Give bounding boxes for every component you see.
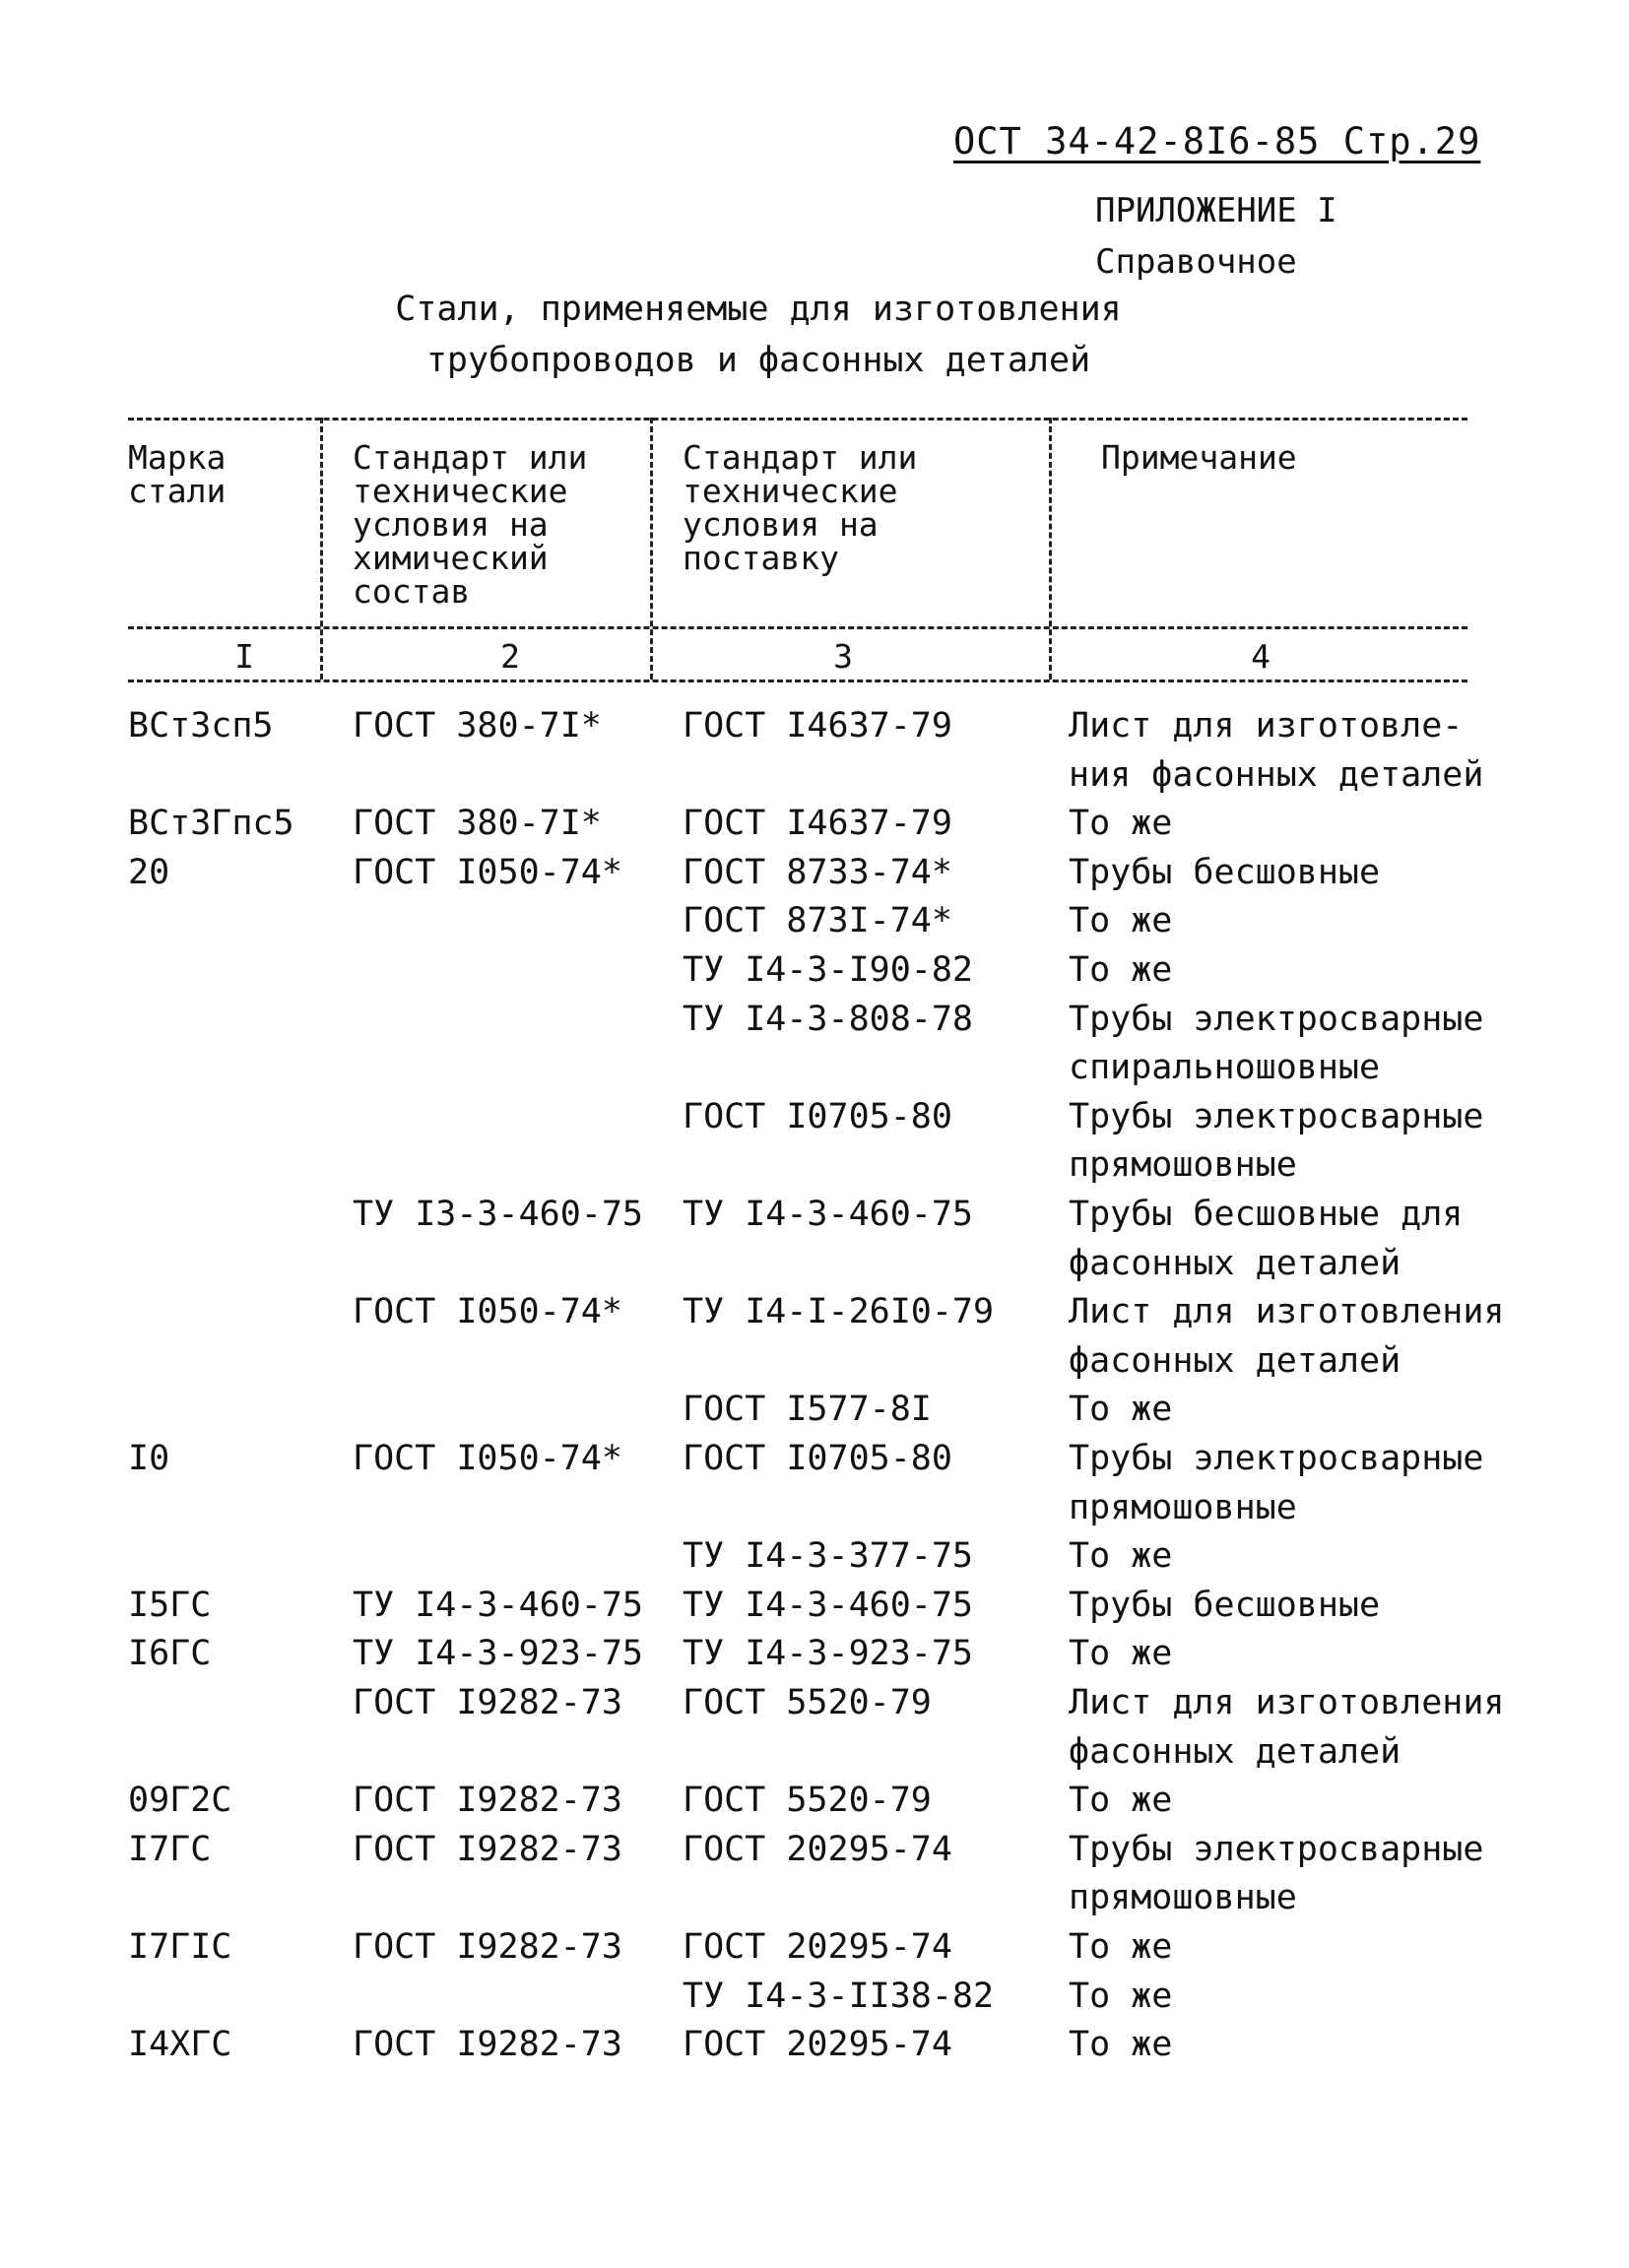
table-row bbox=[0, 995, 1629, 1044]
chemical-standard-cell: ГОСТ I9282-73 bbox=[353, 2025, 622, 2065]
note-cell: Трубы бесшовные bbox=[1069, 1585, 1381, 1625]
note-cell: То же bbox=[1069, 1634, 1173, 1674]
delivery-standard-cell: ГОСТ 5520-79 bbox=[683, 1781, 932, 1821]
column-header-note: Примечание bbox=[1101, 438, 1297, 477]
note-cell: Трубы бесшовные для bbox=[1069, 1195, 1464, 1234]
appendix-label: ПРИЛОЖЕНИЕ I bbox=[1095, 191, 1337, 230]
note-cell: То же bbox=[1069, 1781, 1173, 1821]
chemical-standard-cell: ТУ I3-3-460-75 bbox=[353, 1195, 644, 1234]
chemical-standard-cell: ГОСТ I050-74* bbox=[353, 852, 622, 892]
steel-grade-cell: I5ГС bbox=[128, 1585, 212, 1625]
delivery-standard-cell: ТУ I4-3-460-75 bbox=[683, 1585, 974, 1625]
delivery-standard-cell: ГОСТ I4637-79 bbox=[683, 804, 952, 844]
chemical-standard-cell: ТУ I4-3-460-75 bbox=[353, 1585, 644, 1625]
table-row bbox=[0, 1434, 1629, 1483]
table-row bbox=[0, 1581, 1629, 1630]
table-header-rule bbox=[128, 626, 1467, 629]
delivery-standard-cell: ГОСТ 8733-74* bbox=[683, 852, 952, 892]
delivery-standard-cell: ТУ I4-3-923-75 bbox=[683, 1634, 974, 1674]
table-row bbox=[0, 1140, 1629, 1190]
column-number-4: 4 bbox=[1251, 637, 1271, 676]
chemical-standard-cell: ГОСТ I050-74* bbox=[353, 1439, 622, 1478]
note-cell: То же bbox=[1069, 1390, 1173, 1430]
table-row bbox=[0, 1531, 1629, 1581]
steel-grade-cell: I7ГIС bbox=[128, 1927, 232, 1967]
note-cell: прямошовные bbox=[1069, 1878, 1297, 1918]
table-row bbox=[0, 1092, 1629, 1141]
document-code: ОСТ 34-42-8I6-85 Стр.29 bbox=[953, 120, 1481, 162]
note-cell: прямошовные bbox=[1069, 1487, 1297, 1527]
note-cell: То же bbox=[1069, 950, 1173, 990]
chemical-standard-cell: ГОСТ 380-7I* bbox=[353, 706, 602, 745]
delivery-standard-cell: ТУ I4-I-26I0-79 bbox=[683, 1292, 995, 1332]
steel-grade-cell: ВСт3сп5 bbox=[128, 706, 274, 745]
table-row bbox=[0, 1678, 1629, 1727]
chemical-standard-cell: ГОСТ I050-74* bbox=[353, 1292, 622, 1332]
table-row bbox=[0, 701, 1629, 750]
table-row bbox=[0, 1922, 1629, 1972]
column-header-grade: Марка стали bbox=[128, 438, 227, 510]
steel-grade-cell: I7ГС bbox=[128, 1829, 212, 1869]
chemical-standard-cell: ГОСТ I9282-73 bbox=[353, 1829, 622, 1869]
column-number-3: 3 bbox=[833, 637, 853, 676]
note-cell: Трубы электросварные bbox=[1069, 1096, 1484, 1136]
note-cell: Трубы электросварные bbox=[1069, 1829, 1484, 1869]
note-cell: Трубы бесшовные bbox=[1069, 852, 1381, 892]
column-divider-2 bbox=[650, 418, 653, 680]
steel-grade-cell: ВСт3Гпс5 bbox=[128, 804, 294, 844]
table-row bbox=[0, 1727, 1629, 1777]
column-divider-1 bbox=[320, 418, 323, 680]
table-row bbox=[0, 1873, 1629, 1922]
table-row bbox=[0, 1629, 1629, 1678]
chemical-standard-cell: ГОСТ I9282-73 bbox=[353, 1683, 622, 1722]
delivery-standard-cell: ГОСТ I0705-80 bbox=[683, 1096, 952, 1136]
note-cell: То же bbox=[1069, 804, 1173, 844]
chemical-standard-cell: ГОСТ 380-7I* bbox=[353, 804, 602, 844]
table-numbers-rule bbox=[128, 680, 1467, 682]
delivery-standard-cell: ТУ I4-3-I90-82 bbox=[683, 950, 974, 990]
note-cell: ния фасонных деталей bbox=[1069, 754, 1484, 795]
delivery-standard-cell: ГОСТ 20295-74 bbox=[683, 1927, 952, 1967]
steel-grade-cell: 20 bbox=[128, 852, 170, 892]
note-cell: То же bbox=[1069, 1976, 1173, 2016]
steel-grade-cell: I6ГС bbox=[128, 1634, 212, 1674]
column-divider-3 bbox=[1049, 418, 1052, 680]
note-cell: Трубы электросварные bbox=[1069, 999, 1484, 1039]
note-cell: То же bbox=[1069, 1927, 1173, 1967]
note-cell: То же bbox=[1069, 1536, 1173, 1577]
column-number-1: I bbox=[234, 637, 254, 676]
delivery-standard-cell: ГОСТ I0705-80 bbox=[683, 1439, 952, 1478]
table-top-rule bbox=[128, 418, 1467, 421]
note-cell: То же bbox=[1069, 901, 1173, 941]
delivery-standard-cell: ТУ I4-3-377-75 bbox=[683, 1536, 974, 1577]
table-row bbox=[0, 1483, 1629, 1532]
note-cell: То же bbox=[1069, 2025, 1173, 2065]
column-header-delivery-standard: Стандарт или технические условия на поставку bbox=[683, 438, 918, 577]
table-row bbox=[0, 750, 1629, 800]
note-cell: фасонных деталей bbox=[1069, 1243, 1401, 1283]
table-row bbox=[0, 799, 1629, 848]
table-row bbox=[0, 1336, 1629, 1386]
note-cell: фасонных деталей bbox=[1069, 1731, 1401, 1772]
note-cell: Трубы электросварные bbox=[1069, 1439, 1484, 1478]
title-line-2: трубопроводов и фасонных деталей bbox=[425, 341, 1091, 380]
column-header-chemical-standard: Стандарт или технические условия на химический состав bbox=[353, 438, 588, 611]
delivery-standard-cell: ТУ I4-3-808-78 bbox=[683, 999, 974, 1039]
chemical-standard-cell: ГОСТ I9282-73 bbox=[353, 1781, 622, 1821]
title-line-1: Стали, применяемые для изготовления bbox=[395, 290, 1122, 329]
table-row bbox=[0, 1385, 1629, 1434]
steel-grade-cell: 09Г2С bbox=[128, 1781, 232, 1821]
note-cell: Лист для изготовле- bbox=[1069, 706, 1464, 745]
note-cell: прямошовные bbox=[1069, 1145, 1297, 1186]
delivery-standard-cell: ГОСТ 5520-79 bbox=[683, 1683, 932, 1722]
table-row bbox=[0, 1287, 1629, 1336]
chemical-standard-cell: ГОСТ I9282-73 bbox=[353, 1927, 622, 1967]
steel-grade-cell: I0 bbox=[128, 1439, 170, 1478]
delivery-standard-cell: ГОСТ I4637-79 bbox=[683, 706, 952, 745]
delivery-standard-cell: ТУ I4-3-II38-82 bbox=[683, 1976, 995, 2016]
table-row bbox=[0, 1972, 1629, 2021]
table-row bbox=[0, 848, 1629, 897]
reference-label: Справочное bbox=[1095, 242, 1297, 282]
steel-grade-cell: I4ХГС bbox=[128, 2025, 232, 2065]
delivery-standard-cell: ТУ I4-3-460-75 bbox=[683, 1195, 974, 1234]
page-title bbox=[355, 284, 1162, 386]
note-cell: Лист для изготовления bbox=[1069, 1683, 1505, 1722]
table-row bbox=[0, 945, 1629, 995]
table-row bbox=[0, 1043, 1629, 1092]
delivery-standard-cell: ГОСТ 20295-74 bbox=[683, 1829, 952, 1869]
delivery-standard-cell: ГОСТ 20295-74 bbox=[683, 2025, 952, 2065]
note-cell: Лист для изготовления bbox=[1069, 1292, 1505, 1332]
table-row bbox=[0, 1239, 1629, 1288]
table-row bbox=[0, 1190, 1629, 1239]
column-number-2: 2 bbox=[500, 637, 520, 676]
note-cell: фасонных деталей bbox=[1069, 1340, 1401, 1381]
table-row bbox=[0, 1825, 1629, 1874]
table-row bbox=[0, 2020, 1629, 2069]
table-row bbox=[0, 1776, 1629, 1825]
note-cell: спиральношовные bbox=[1069, 1048, 1381, 1088]
delivery-standard-cell: ГОСТ I577-8I bbox=[683, 1390, 932, 1430]
delivery-standard-cell: ГОСТ 873I-74* bbox=[683, 901, 952, 941]
chemical-standard-cell: ТУ I4-3-923-75 bbox=[353, 1634, 644, 1674]
table-row bbox=[0, 896, 1629, 945]
